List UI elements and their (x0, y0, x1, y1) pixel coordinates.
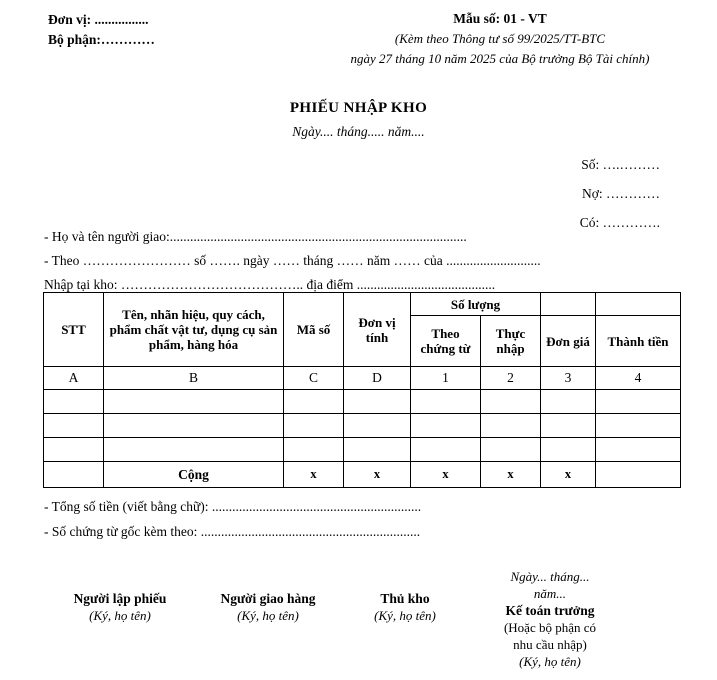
signature-instruction: (Ký, họ tên) (237, 608, 299, 623)
col-header-name: Tên, nhãn hiệu, quy cách, phẩm chất vật tư, dụng cụ sản phẩm, hàng hóa (104, 293, 284, 367)
col-header-stt: STT (44, 293, 104, 367)
col-header-qty-doc: Theo chứng từ (411, 316, 481, 367)
total-cell-stt (44, 462, 104, 488)
cell-name[interactable] (104, 390, 284, 414)
signature-block-chief-accountant (470, 568, 630, 670)
signature-section (0, 560, 717, 680)
cell-stt[interactable] (44, 414, 104, 438)
signature-role: Người lập phiếu (73, 591, 167, 606)
table-row[interactable] (44, 414, 681, 438)
letter-cell: 3 (541, 367, 596, 390)
circular-line-1: (Kèm theo Thông tư số 99/2025/TT-BTC (394, 31, 606, 46)
total-mark: x (541, 462, 596, 488)
col-header-qty-actual: Thực nhập (481, 316, 541, 367)
col-header-unit: Đơn vị tính (344, 293, 411, 367)
col-header-amount: Thành tiền (596, 316, 681, 367)
cell-unit-price[interactable] (541, 438, 596, 462)
page-title: PHIẾU NHẬP KHO (289, 100, 428, 116)
letter-cell: 1 (411, 367, 481, 390)
signature-block-storekeeper (340, 590, 470, 624)
cell-qty-actual[interactable] (481, 390, 541, 414)
signature-block-deliverer (192, 590, 344, 624)
col-header-amount-top (596, 293, 681, 316)
cell-amount[interactable] (596, 414, 681, 438)
total-mark: x (411, 462, 481, 488)
signature-instruction: (Ký, họ tên) (89, 608, 151, 623)
letter-cell: C (284, 367, 344, 390)
cell-qty-doc[interactable] (411, 414, 481, 438)
circular-line-2: ngày 27 tháng 10 năm 2025 của Bộ trưởng Bộ Tài chính) (350, 51, 650, 66)
form-info-lines (44, 225, 644, 297)
col-header-unitprice-top (541, 293, 596, 316)
total-label: Cộng (104, 462, 284, 488)
col-header-quantity-group: Số lượng (411, 293, 541, 316)
cell-code[interactable] (284, 414, 344, 438)
table-letter-row (44, 367, 681, 390)
cell-amount[interactable] (596, 438, 681, 462)
goods-table (43, 292, 681, 488)
reference-number-block (480, 150, 660, 237)
cell-qty-actual[interactable] (481, 414, 541, 438)
cell-qty-doc[interactable] (411, 438, 481, 462)
reference-no: Nợ: ………… (581, 186, 660, 201)
table-row[interactable] (44, 390, 681, 414)
signature-sub-line-2: nhu cầu nhập) (513, 637, 587, 652)
total-mark: x (481, 462, 541, 488)
letter-cell: 2 (481, 367, 541, 390)
goods-table-wrapper (43, 292, 669, 488)
info-line-warehouse: Nhập tại kho: ………………………………….. địa điểm ......................................... (44, 277, 496, 292)
table-body (44, 367, 681, 488)
note-attached-documents: - Số chứng từ gốc kèm theo: ................................................................. (44, 524, 421, 539)
unit-header-block (48, 10, 155, 50)
cell-unit[interactable] (344, 390, 411, 414)
cell-code[interactable] (284, 390, 344, 414)
cell-stt[interactable] (44, 390, 104, 414)
cell-name[interactable] (104, 438, 284, 462)
cell-amount[interactable] (596, 390, 681, 414)
cell-qty-doc[interactable] (411, 390, 481, 414)
signature-instruction: (Ký, họ tên) (519, 654, 581, 669)
cell-unit[interactable] (344, 414, 411, 438)
form-notes (44, 494, 644, 544)
letter-cell: A (44, 367, 104, 390)
cell-unit[interactable] (344, 438, 411, 462)
reference-co: Có: …………. (579, 215, 660, 230)
letter-cell: 4 (596, 367, 681, 390)
letter-cell: B (104, 367, 284, 390)
department-label: Bộ phận:………… (48, 32, 155, 47)
cell-unit-price[interactable] (541, 414, 596, 438)
form-reference-block (300, 9, 700, 69)
reference-so: Số: ….……… (581, 157, 660, 172)
info-line-document: - Theo …………………… số ……. ngày …… tháng …… năm …… của ............................ (44, 253, 541, 268)
total-mark (596, 462, 681, 488)
cell-stt[interactable] (44, 438, 104, 462)
total-mark: x (284, 462, 344, 488)
cell-unit-price[interactable] (541, 390, 596, 414)
signature-role: Thủ kho (380, 591, 430, 606)
signature-role: Người giao hàng (220, 591, 316, 606)
cell-qty-actual[interactable] (481, 438, 541, 462)
form-number: Mẫu số: 01 - VT (453, 11, 547, 26)
signature-date-line-1: Ngày... tháng... (510, 569, 590, 584)
info-line-deliverer: - Họ và tên người giao:........................................................................................ (44, 229, 467, 244)
signature-sub-line-1: (Hoặc bộ phận có (503, 620, 597, 635)
cell-name[interactable] (104, 414, 284, 438)
document-date-line: Ngày.... tháng..... năm.... (292, 124, 425, 139)
signature-role: Kế toán trưởng (505, 603, 595, 618)
col-header-code: Mã số (284, 293, 344, 367)
signature-instruction: (Ký, họ tên) (374, 608, 436, 623)
table-total-row (44, 462, 681, 488)
cell-code[interactable] (284, 438, 344, 462)
table-header-row-1 (44, 293, 681, 316)
table-row[interactable] (44, 438, 681, 462)
total-mark: x (344, 462, 411, 488)
signature-block-preparer (45, 590, 195, 624)
note-total-in-words: - Tổng số tiền (viết bằng chữ): .............................................................. (44, 499, 422, 514)
letter-cell: D (344, 367, 411, 390)
col-header-unit-price: Đơn giá (541, 316, 596, 367)
unit-label: Đơn vị: ................ (48, 12, 149, 27)
signature-date-line-2: năm... (533, 586, 567, 601)
